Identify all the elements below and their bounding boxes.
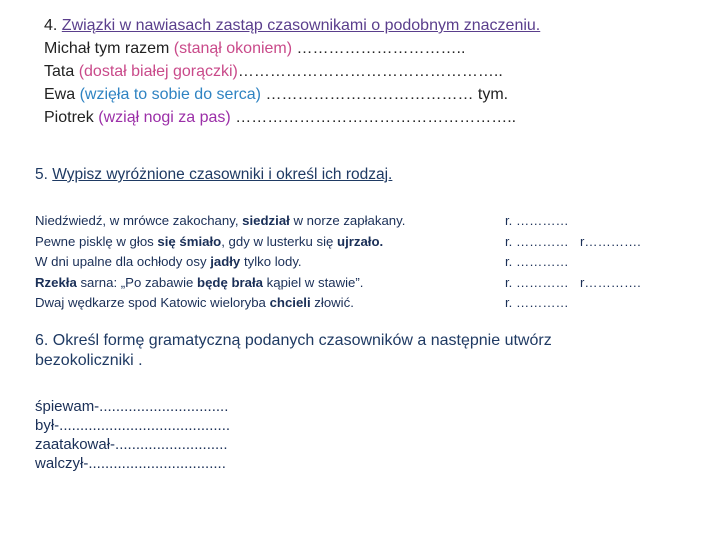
verb-item: był-......................................... bbox=[35, 417, 231, 434]
task-4-line bbox=[44, 83, 540, 106]
verb-list bbox=[35, 397, 230, 473]
idiom-phrase: (wzięła to sobie do serca) bbox=[79, 86, 261, 103]
poem-text: tylko lody. bbox=[240, 254, 302, 269]
poem-row bbox=[35, 233, 641, 255]
verb-item: śpiewam-............................... bbox=[35, 398, 229, 415]
line-lead: Tata bbox=[44, 63, 79, 80]
task-6-line-2: bezokoliczniki . bbox=[35, 352, 143, 369]
highlighted-verb: ujrzało. bbox=[337, 233, 384, 249]
idiom-phrase: (stanął okoniem) bbox=[173, 40, 293, 57]
highlighted-verb: będę bbox=[197, 274, 228, 290]
poem-line bbox=[35, 234, 383, 249]
verb-item: zaatakował-........................... bbox=[35, 436, 228, 453]
gender-blank: r…………. bbox=[580, 274, 641, 290]
task-4-lines bbox=[44, 37, 540, 129]
task-5-poem bbox=[35, 213, 641, 316]
highlighted-verb: się śmiało bbox=[157, 233, 222, 249]
line-lead: Michał tym razem bbox=[44, 40, 174, 57]
poem-text: Niedźwiedź, w mrówce zakochany, bbox=[35, 213, 243, 228]
poem-row bbox=[35, 213, 569, 234]
task-6 bbox=[35, 331, 552, 371]
idiom-phrase: (dostał białej gorączki) bbox=[78, 63, 238, 80]
poem-text: w norze zapłakany. bbox=[289, 213, 406, 228]
poem-text: Dwaj wędkarze spod Katowic wieloryba bbox=[35, 295, 270, 310]
task-4-title-text: Związki w nawiasach zastąp czasownikami o podobnym znaczeniu. bbox=[61, 17, 541, 34]
answer-blank: ………………………………………….. bbox=[237, 63, 503, 80]
answer-blank: …………………………………………….. bbox=[230, 109, 517, 126]
task-4-line bbox=[44, 37, 540, 60]
task-4-number: 4. bbox=[44, 17, 58, 34]
gender-blank: r. ………… bbox=[505, 254, 569, 269]
task-5-number: 5. bbox=[35, 166, 48, 183]
line-lead: Piotrek bbox=[44, 109, 99, 126]
poem-line bbox=[35, 275, 363, 290]
poem-line bbox=[35, 254, 302, 269]
poem-line bbox=[35, 213, 405, 228]
poem-row bbox=[35, 254, 569, 275]
highlighted-verb: brała bbox=[231, 274, 263, 290]
poem-line bbox=[35, 295, 354, 310]
task-6-line-1: 6. Określ formę gramatyczną podanych czasowników a następnie utwórz bbox=[35, 332, 552, 349]
poem-text: Pewne pisklę w głos bbox=[35, 233, 158, 249]
poem-text: złowić. bbox=[310, 295, 354, 310]
task-5-heading bbox=[35, 166, 392, 184]
verb-item: walczył-................................. bbox=[35, 455, 226, 472]
poem-text: kąpiel w stawie”. bbox=[263, 274, 364, 290]
poem-text: sarna: „Po zabawie bbox=[76, 274, 198, 290]
poem-text: W dni upalne dla ochłody osy bbox=[35, 254, 211, 269]
highlighted-verb: chcieli bbox=[269, 295, 311, 310]
task-4-line bbox=[44, 106, 540, 129]
gender-blank: r. ………… bbox=[505, 295, 569, 310]
poem-row bbox=[35, 295, 569, 316]
gender-blank: r. ………… bbox=[505, 274, 569, 290]
gender-blank: r. ………… bbox=[505, 233, 569, 249]
task-4 bbox=[44, 14, 540, 129]
gender-blank: r…………. bbox=[580, 233, 641, 249]
gender-blank: r. ………… bbox=[505, 213, 569, 228]
highlighted-verb: jadły bbox=[210, 254, 241, 269]
poem-text: , gdy w lusterku się bbox=[221, 233, 338, 249]
answer-blank: ………………………………… tym. bbox=[261, 86, 509, 103]
task-4-line bbox=[44, 60, 540, 83]
task-4-title bbox=[44, 14, 540, 37]
task-5-title: Wypisz wyróżnione czasowniki i określ ich rodzaj. bbox=[52, 166, 393, 183]
highlighted-verb: siedział bbox=[242, 213, 290, 228]
line-lead: Ewa bbox=[44, 86, 80, 103]
idiom-phrase: (wziął nogi za pas) bbox=[98, 109, 231, 126]
poem-row bbox=[35, 274, 641, 296]
highlighted-verb: Rzekła bbox=[35, 274, 77, 290]
answer-blank: ………………………….. bbox=[292, 40, 466, 57]
